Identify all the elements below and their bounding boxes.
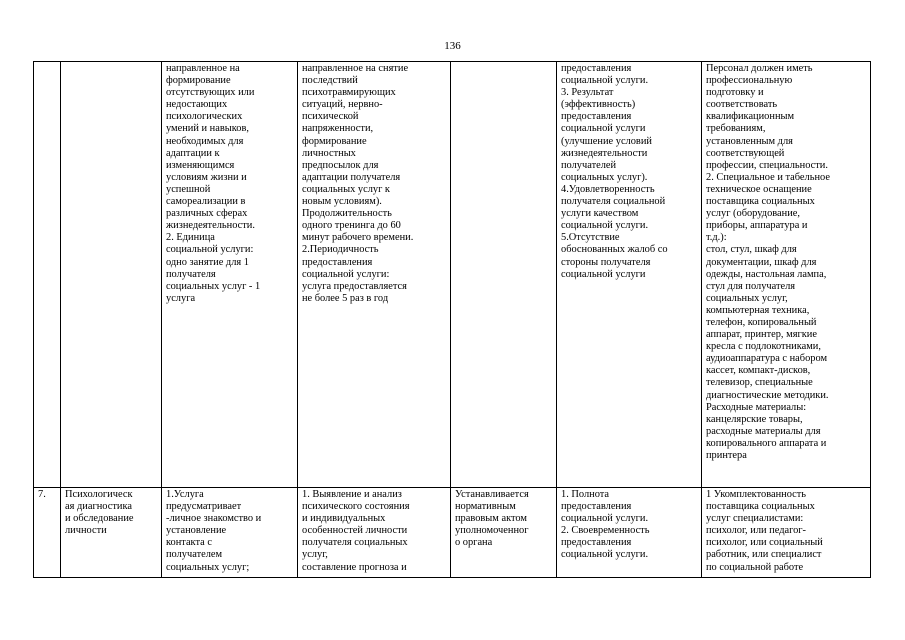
cell-quality-indicators: предоставления социальной услуги. 3. Результат (эффективность) предоставления социальной услуги (улучшение условий жизнедеятельности получателей социальных услуг). 4.Удовлетворенность получателя социальной услуги качеством социальной услуги. 5.Отсутствие обоснованных жалоб со стороны получателя социальной услуги	[557, 62, 702, 488]
page-number: 136	[444, 40, 461, 52]
cell-number: 7.	[34, 488, 61, 578]
cell-terms: направленное на снятие последствий психотравмирующих ситуаций, нервно- психической напряженности, формирование личностных предпосылок для адаптации получателя социальных услуг к новым условиям). Продолжительность одного тренинга до 60 минут рабочего времени. 2.Периодичность предоставления социальной услуги: услуга предоставляется не более 5 раз в год	[298, 62, 451, 488]
cell-conditions: Персонал должен иметь профессиональную подготовку и соответствовать квалификационным требованиям, установленным для соответствующей профессии, специальности. 2. Специальное и табельное техническое оснащение поставщика социальных услуг (оборудование, приборы, аппаратура и т.д.): стол, стул, шкаф для документации, шкаф для одежды, настольная лампа, стул для получателя социальных услуг, компьютерная техника, телефон, копировальный аппарат, принтер, мягкие кресла с подлокотниками, аудиоаппаратура с набором кассет, компакт-дисков, телевизор, специальные диагностические методики. Расходные материалы: канцелярские товары, расходные материалы для копировального аппарата и принтера	[702, 62, 871, 488]
cell-tariff: Устанавливается нормативным правовым актом уполномоченног о органа	[451, 488, 557, 578]
cell-conditions: 1 Укомплектованность поставщика социальных услуг специалистами: психолог, или педагог- психолог, или социальный работник, или специалист по социальной работе	[702, 488, 871, 578]
table-row	[34, 62, 871, 488]
cell-service-content: направленное на формирование отсутствующих или недостающих психологических умений и навыков, необходимых для адаптации к изменяющимся условиям жизни и успешной самореализации в различных сферах жизнедеятельности. 2. Единица социальной услуги: одно занятие для 1 получателя социальных услуг - 1 услуга	[162, 62, 298, 488]
cell-quality-indicators: 1. Полнота предоставления социальной услуги. 2. Своевременность предоставления социальной услуги.	[557, 488, 702, 578]
services-table	[33, 61, 871, 578]
cell-service-name: Психологическ ая диагностика и обследование личности	[61, 488, 162, 578]
cell-terms: 1. Выявление и анализ психического состояния и индивидуальных особенностей личности получателя социальных услуг, составление прогноза и	[298, 488, 451, 578]
cell-service-name	[61, 62, 162, 488]
cell-service-content: 1.Услуга предусматривает -личное знакомство и установление контакта с получателем социальных услуг;	[162, 488, 298, 578]
cell-number	[34, 62, 61, 488]
table-row	[34, 488, 871, 578]
cell-tariff	[451, 62, 557, 488]
